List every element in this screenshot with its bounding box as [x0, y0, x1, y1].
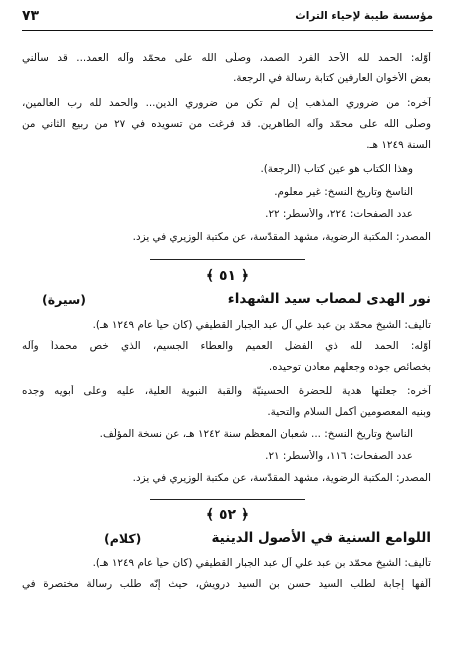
prev-first-line-2: بعض الأخوان العارفين كتابة رسالة في الرجعة. [233, 72, 431, 84]
page-header [22, 8, 433, 28]
entry-category-51: (سيرة) [42, 292, 86, 307]
entry-last-line-51-1: آخره: جعلتها هدية للحضرة الحسينيّة والقبة النبوية العلية، عليه وعلى أبويه وجده [22, 385, 431, 397]
prev-last-line-3: السنة ١٢٤٩ هـ. [366, 139, 431, 151]
publisher-title: مؤسسة طيبة لإحياء التراث [295, 10, 433, 22]
entry-last-line-51-2: وبنيه المعصومين أكمل السلام والتحية. [267, 406, 431, 418]
entry-pages-51: عدد الصفحات: ١١٦، والأسطر: ٢١. [265, 450, 413, 462]
entry-source-51: المصدر: المكتبة الرضوية، مشهد المقدّسة، عن مكتبة الوزيري في يزد. [132, 472, 431, 484]
prev-last-line-1: آخره: من ضروري المذهب إن لم تكن من ضروري الدين... والحمد لله رب العالمين، [22, 97, 431, 109]
prev-copyist: الناسخ وتاريخ النسخ: غير معلوم. [274, 186, 413, 198]
entry-first-line-51-2: بخصائص جوده وجعلهم معادن توحيده. [268, 361, 431, 373]
header-rule [22, 30, 433, 31]
prev-note: وهذا الكتاب هو عين كتاب (الرجعة). [260, 163, 413, 175]
prev-source: المصدر: المكتبة الرضوية، مشهد المقدّسة، عن مكتبة الوزيري في يزد. [132, 231, 431, 243]
section-divider [150, 259, 305, 260]
entry-copyist-51: الناسخ وتاريخ النسخ: ... شعبان المعظم سنة ١٢٤٢ هـ، عن نسخة المؤلّف. [99, 428, 413, 440]
entry-author-52: تأليف: الشيخ محمّد بن عبد علي آل عبد الجبار القطيفي (كان حياً عام ١٢٤٩ هـ). [92, 557, 431, 569]
section-divider [150, 499, 305, 500]
entry-author-51: تأليف: الشيخ محمّد بن عبد علي آل عبد الجبار القطيفي (كان حياً عام ١٢٤٩ هـ). [92, 319, 431, 331]
page-number: ٧٣ [22, 8, 40, 24]
prev-first-line-1: أوّله: الحمد لله الأحد الفرد الصمد، وصلّى الله على محمّد وآله العمد... قد سألني [22, 52, 431, 64]
entry-first-line-52-1: ألّفها إجابة لطلب السيد حسن بن السيد درويش، حيث إنّه طلب رسالة مختصرة في [22, 578, 431, 590]
entry-title-51: نور الهدى لمصاب سيد الشهداء [227, 291, 431, 307]
entry-number-52: ﴿ ٥٢ ﴾ [205, 507, 250, 523]
prev-pages: عدد الصفحات: ٢٢٤، والأسطر: ٢٢. [265, 208, 413, 220]
entry-number-51: ﴿ ٥١ ﴾ [205, 268, 250, 284]
entry-category-52: (كلام) [104, 531, 142, 546]
prev-last-line-2: وصلّى الله على محمّد وآله الطاهرين. قد فرغت من تسويده في ٢٧ من ربيع الثاني من [22, 118, 431, 130]
entry-first-line-51-1: أوّله: الحمد لله ذي الفضل العميم والعطاء الجسيم، الذي خص محمداً وآله [22, 340, 431, 352]
entry-title-52: اللوامع السنية في الأصول الدينية [211, 530, 431, 546]
